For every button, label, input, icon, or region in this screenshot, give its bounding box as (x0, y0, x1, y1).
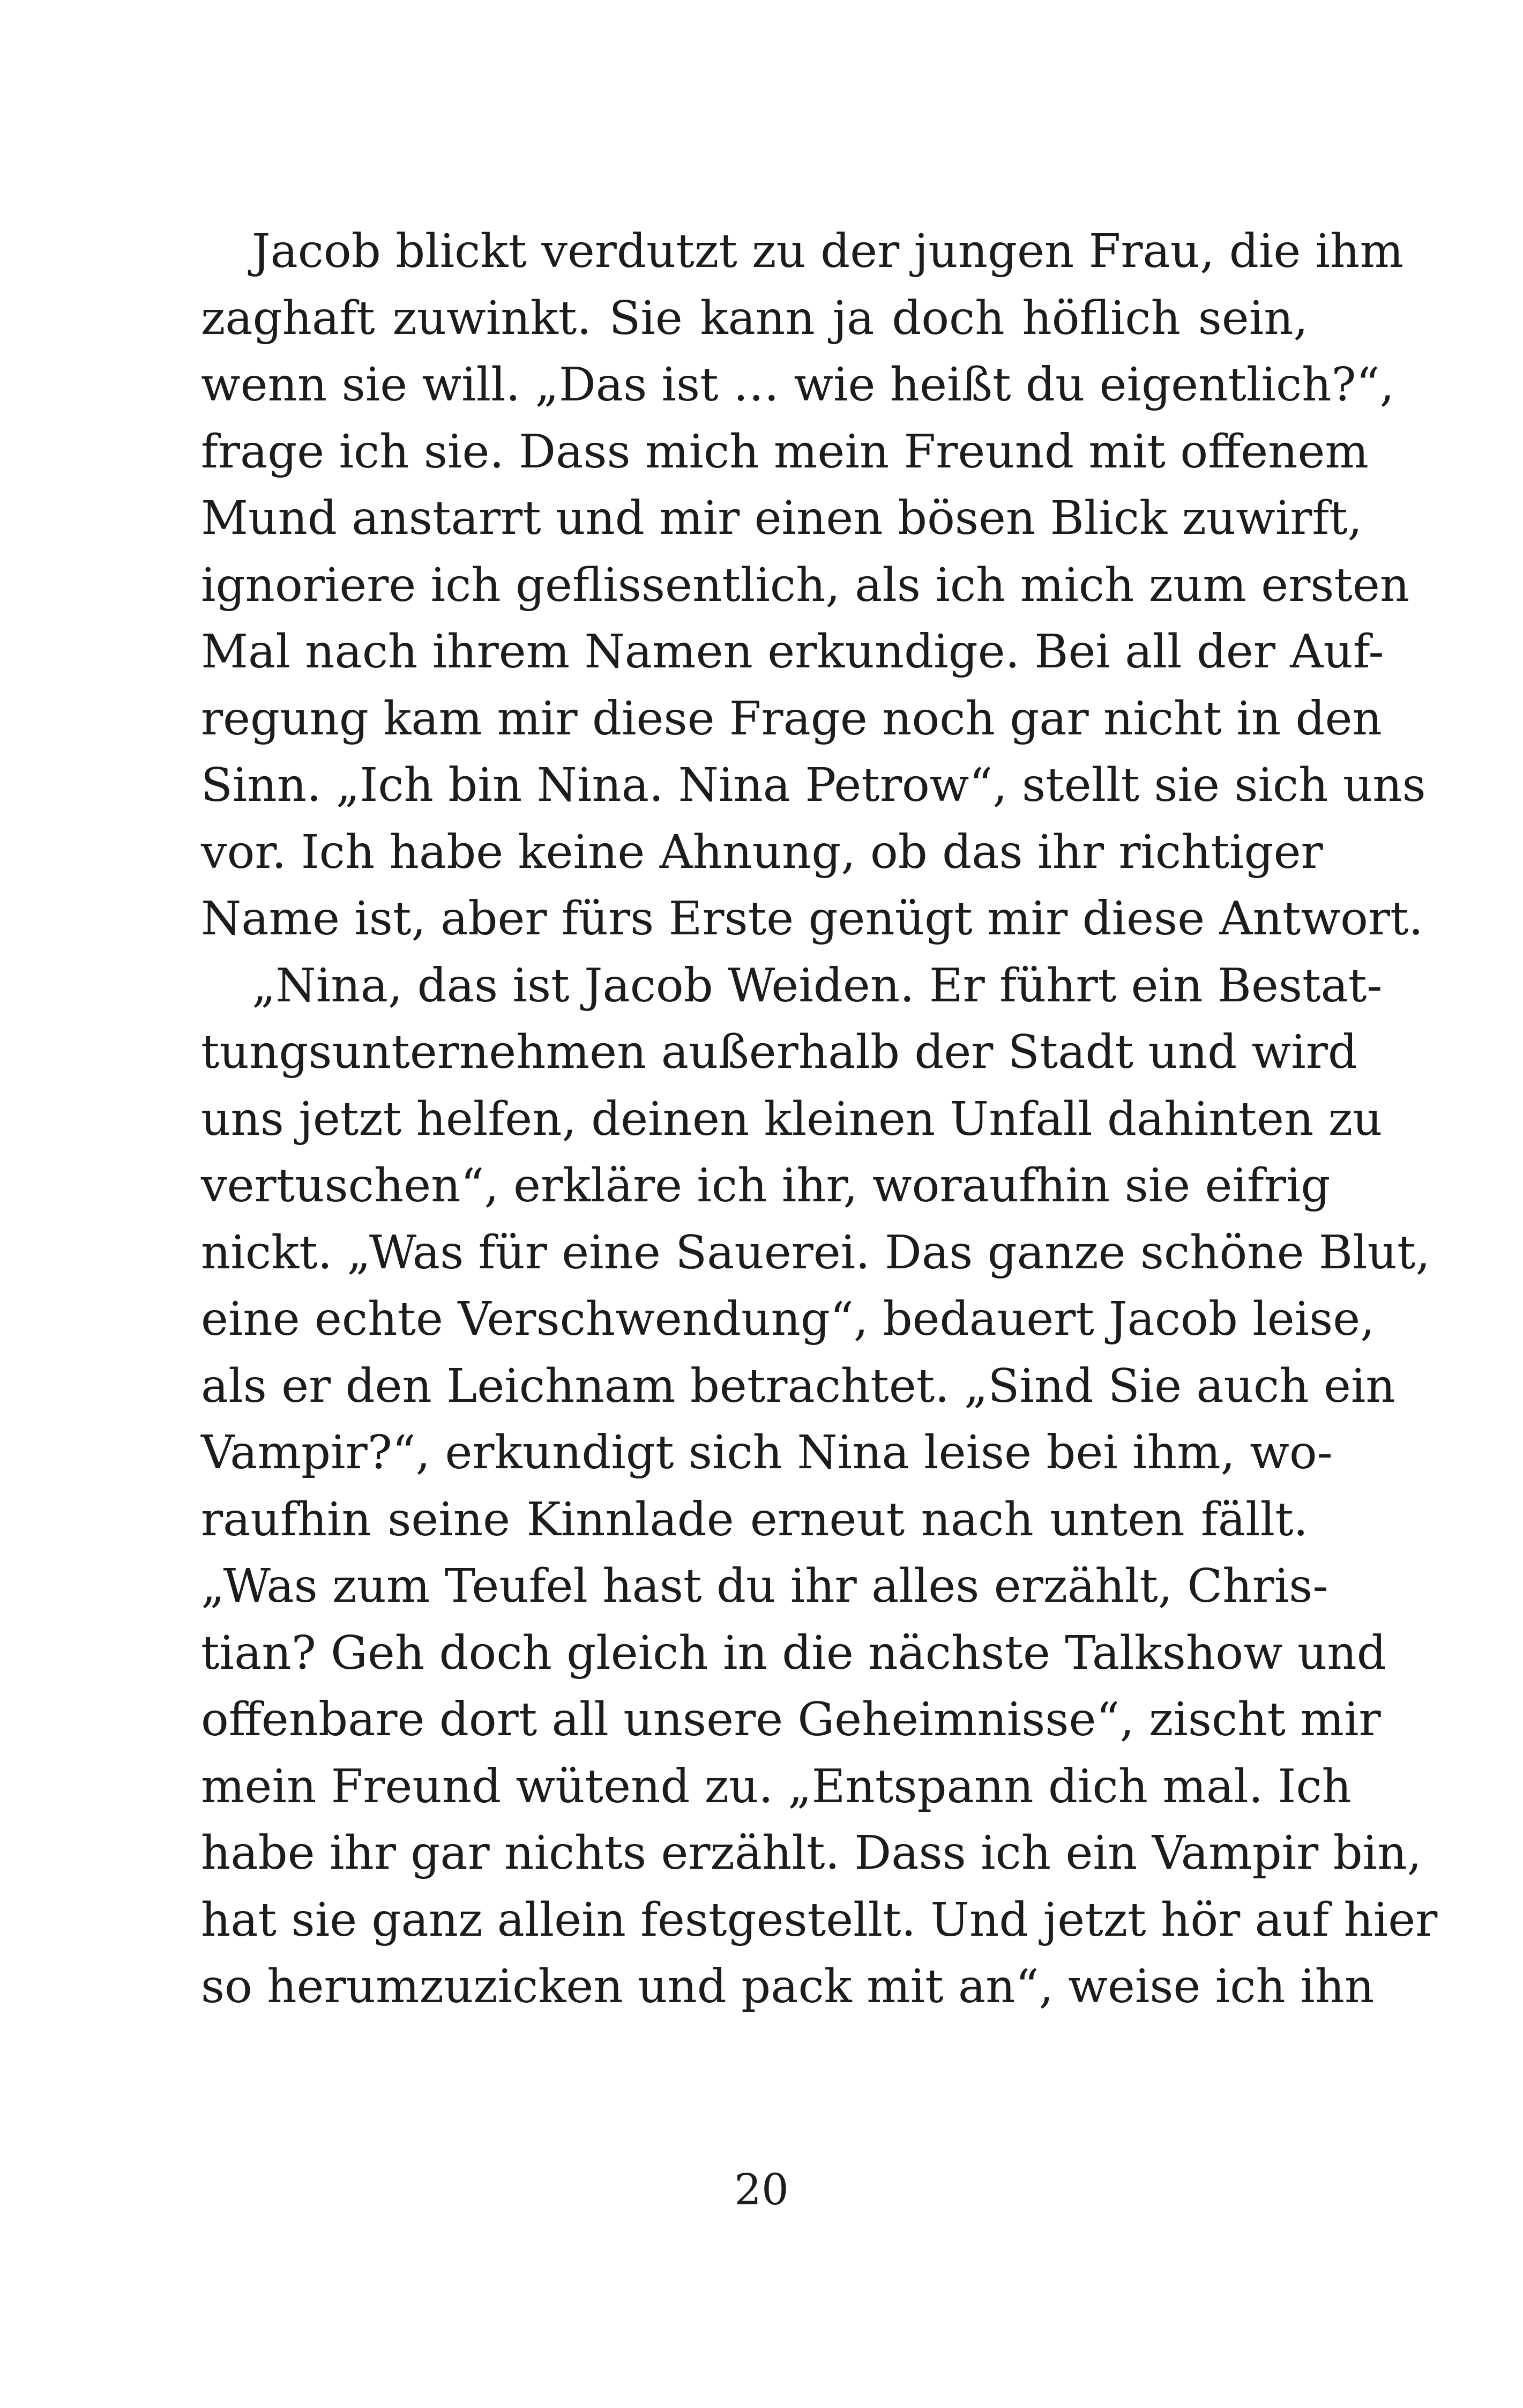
text-line: zaghaft zuwinkt. Sie kann ja doch höflich sein, (201, 291, 1308, 345)
text-line: so herumzuzicken und pack mit an“, weise ich ihn (201, 1960, 1375, 2013)
text-line: „Nina, das ist Jacob Weiden. Er führt ein Bestat- (252, 958, 1383, 1013)
text-line: ignoriere ich geflissentlich, als ich mich zum ersten (201, 558, 1410, 612)
text-line: regung kam mir diese Frage noch gar nicht in den (201, 692, 1382, 746)
text-line: Mund anstarrt und mir einen bösen Blick zuwirft, (201, 492, 1363, 545)
text-line: „Was zum Teufel hast du ihr alles erzählt, Chris- (201, 1559, 1328, 1613)
text-line: nickt. „Was für eine Sauerei. Das ganze schöne Blut, (201, 1225, 1430, 1280)
text-line: uns jetzt helfen, deinen kleinen Unfall dahinten zu (201, 1092, 1383, 1146)
text-line: habe ihr gar nichts erzählt. Dass ich ein Vampir bin, (201, 1826, 1422, 1880)
text-line: Vampir?“, erkundigt sich Nina leise bei ihm, wo- (201, 1426, 1333, 1480)
body-text (201, 218, 1438, 2020)
text-line: vertuschen“, erkläre ich ihr, woraufhin sie eifrig (201, 1159, 1331, 1213)
text-line: Mal nach ihrem Namen erkundige. Bei all der Auf- (201, 625, 1384, 679)
text-line: vor. Ich habe keine Ahnung, ob das ihr richtiger (201, 825, 1323, 879)
text-line: eine echte Verschwendung“, bedauert Jacob leise, (201, 1292, 1375, 1346)
text-line: Jacob blickt verdutzt zu der jungen Frau, die ihm (252, 225, 1403, 278)
text-line: Name ist, aber fürs Erste genügt mir diese Antwort. (201, 892, 1423, 946)
text-line: raufhin seine Kinnlade erneut nach unten fällt. (201, 1492, 1308, 1547)
text-line: Sinn. „Ich bin Nina. Nina Petrow“, stellt sie sich uns (201, 759, 1426, 812)
text-line: frage ich sie. Dass mich mein Freund mit offenem (201, 425, 1369, 479)
text-line: mein Freund wütend zu. „Entspann dich mal. Ich (201, 1759, 1352, 1814)
text-line: offenbare dort all unsere Geheimnisse“, zischt mir (201, 1693, 1381, 1746)
text-line: hat sie ganz allein festgestellt. Und jetzt hör auf hier (201, 1893, 1438, 1947)
text-line: tungsunternehmen außerhalb der Stadt und wird (201, 1025, 1357, 1079)
text-line: als er den Leichnam betrachtet. „Sind Sie auch ein (201, 1359, 1395, 1413)
text-line: tian? Geh doch gleich in die nächste Talkshow und (201, 1626, 1386, 1680)
text-line: wenn sie will. „Das ist … wie heißt du eigentlich?“, (201, 358, 1394, 412)
page-number: 20 (734, 2165, 789, 2214)
